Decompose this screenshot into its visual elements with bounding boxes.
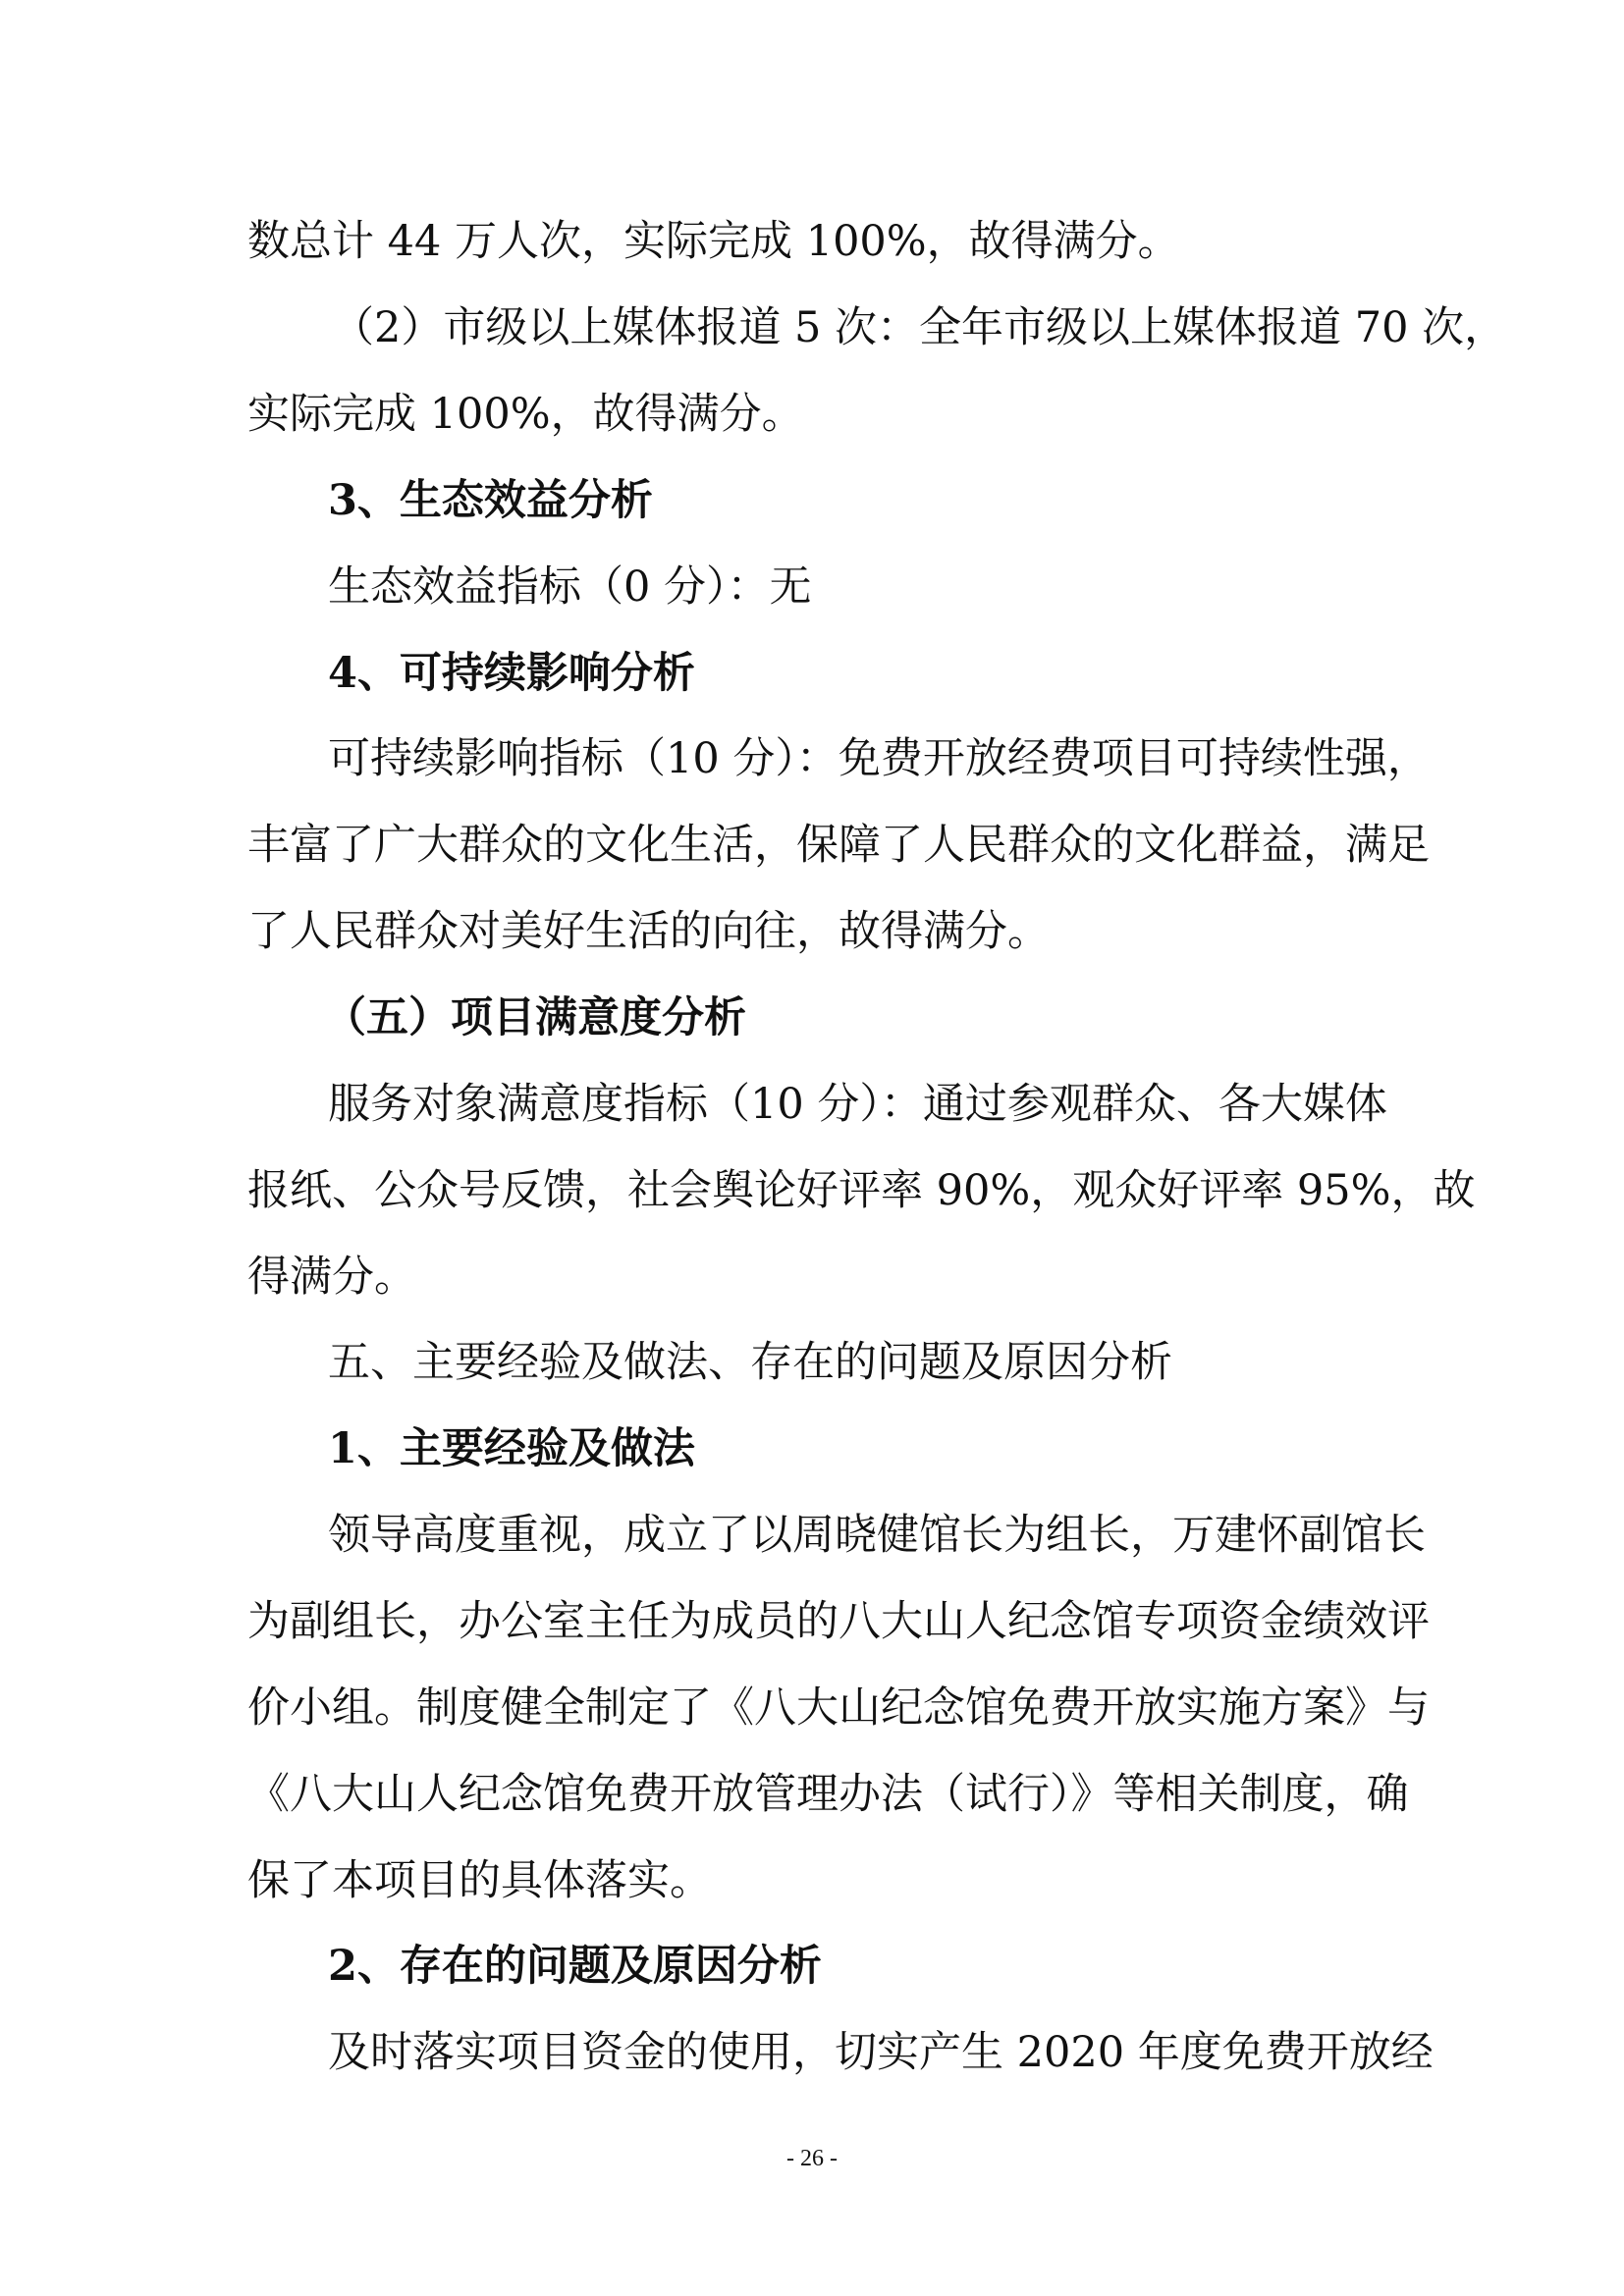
section-heading-sustainable: 4、可持续影响分析 <box>328 649 695 698</box>
paragraph-line: 生态效益指标（0 分）：无 <box>328 562 812 612</box>
paragraph-line: 领导高度重视，成立了以周晓健馆长为组长，万建怀副馆长 <box>328 1511 1426 1560</box>
paragraph-line: 了人民群众对美好生活的向往，故得满分。 <box>247 907 1050 956</box>
paragraph-line: 可持续影响指标（10 分）：免费开放经费项目可持续性强， <box>328 734 1430 783</box>
chapter-heading-experience: 五、主要经验及做法、存在的问题及原因分析 <box>328 1338 1172 1387</box>
paragraph-line: 及时落实项目资金的使用，切实产生 2020 年度免费开放经 <box>328 2028 1434 2077</box>
section-heading-satisfaction: （五）项目满意度分析 <box>324 993 746 1042</box>
paragraph-line: （2）市级以上媒体报道 5 次：全年市级以上媒体报道 70 次， <box>332 303 1507 352</box>
paragraph-line: 得满分。 <box>247 1253 416 1302</box>
paragraph-line: 服务对象满意度指标（10 分）：通过参观群众、各大媒体 <box>328 1080 1387 1129</box>
paragraph-line: 价小组。制度健全制定了《八大山纪念馆免费开放实施方案》与 <box>247 1683 1430 1733</box>
paragraph-line: 为副组长，办公室主任为成员的八大山人纪念馆专项资金绩效评 <box>247 1597 1430 1646</box>
paragraph-line: 丰富了广大群众的文化生活，保障了人民群众的文化群益，满足 <box>247 821 1430 870</box>
section-heading-experience: 1、主要经验及做法 <box>328 1424 695 1473</box>
paragraph-line: 数总计 44 万人次，实际完成 100%，故得满分。 <box>247 217 1180 266</box>
section-heading-ecological: 3、生态效益分析 <box>328 476 653 525</box>
paragraph-line: 实际完成 100%，故得满分。 <box>247 390 804 439</box>
paragraph-line: 《八大山人纪念馆免费开放管理办法（试行）》等相关制度，确 <box>247 1770 1409 1819</box>
paragraph-line: 报纸、公众号反馈，社会舆论好评率 90%，观众好评率 95%，故 <box>247 1166 1476 1215</box>
paragraph-line: 保了本项目的具体落实。 <box>247 1856 712 1905</box>
section-heading-problems: 2、存在的问题及原因分析 <box>328 1942 822 1991</box>
page-number: - 26 - <box>786 2146 838 2171</box>
